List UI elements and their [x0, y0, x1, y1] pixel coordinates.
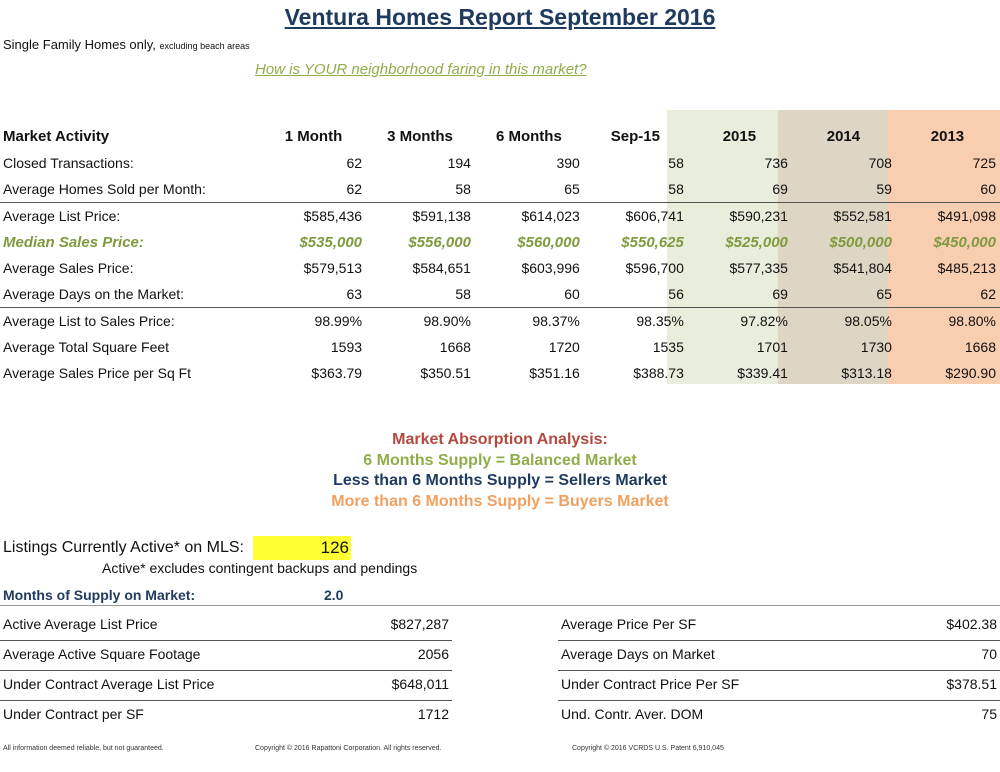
stat-left-row — [0, 700, 452, 730]
row-value: $603,996 — [521, 260, 580, 276]
row-value: $596,700 — [625, 260, 684, 276]
absorption-title: Market Absorption Analysis: — [392, 431, 608, 448]
row-label: Average Sales Price: — [3, 260, 134, 276]
row-value: $585,436 — [303, 208, 363, 224]
absorption-sellers: Less than 6 Months Supply = Sellers Market — [333, 472, 667, 489]
row-value: 65 — [475, 176, 584, 203]
table-row — [0, 229, 1000, 255]
row-value: 98.80% — [948, 313, 996, 329]
row-value: 98.37% — [532, 313, 580, 329]
stat-value: 1712 — [417, 706, 449, 722]
subtitle-main: Single Family Homes only, — [3, 37, 156, 52]
divider — [0, 605, 1000, 606]
row-value: 708 — [868, 155, 892, 171]
footer-copyright-vcrds: Copyright © 2016 VCRDS U.S. Patent 6,910,045 — [572, 745, 724, 752]
row-value: $579,513 — [303, 260, 363, 276]
stat-right-row — [558, 610, 1000, 641]
row-value: 1593 — [330, 339, 363, 355]
neighborhood-question: How is YOUR neighborhood faring in this market? — [255, 61, 587, 78]
row-value: 1535 — [652, 339, 684, 355]
row-value: $351.16 — [529, 365, 580, 381]
row-label: Average Homes Sold per Month: — [0, 176, 262, 203]
row-value: 1720 — [548, 339, 580, 355]
table-header-row — [0, 122, 1000, 150]
row-value: $552,581 — [833, 208, 892, 224]
row-value: $590,231 — [729, 208, 788, 224]
row-value: $388.73 — [633, 365, 684, 381]
row-value: 59 — [792, 176, 896, 203]
stat-value: $378.51 — [946, 676, 997, 692]
stat-value: $402.38 — [946, 616, 997, 632]
row-value: 56 — [584, 281, 688, 308]
header-3-months: 3 Months — [387, 127, 453, 145]
row-value: 69 — [688, 176, 792, 203]
stat-left-row — [0, 670, 452, 701]
table-row — [0, 334, 1000, 360]
row-value: 65 — [792, 281, 896, 308]
footer-disclaimer: All information deemed reliable, but not guaranteed. — [3, 745, 164, 752]
stat-value: $827,287 — [390, 616, 449, 632]
row-label: Median Sales Price: — [3, 233, 144, 251]
row-value: 58 — [584, 176, 688, 203]
row-value: 736 — [764, 155, 788, 171]
row-value: $535,000 — [299, 233, 363, 251]
stat-label: Average Active Square Footage — [3, 646, 201, 662]
row-value: $290.90 — [945, 365, 996, 381]
table-row — [0, 281, 1000, 308]
row-value: 62 — [896, 281, 1000, 308]
row-value: 58 — [366, 281, 475, 308]
stat-value: 2056 — [417, 646, 449, 662]
row-value: 97.82% — [740, 313, 788, 329]
header-sep-15: Sep-15 — [610, 127, 660, 145]
row-value: 58 — [668, 155, 684, 171]
table-row — [0, 150, 1000, 176]
stat-right-row — [558, 700, 1000, 730]
table-row — [0, 308, 1000, 335]
row-value: 63 — [262, 281, 366, 308]
stat-label: Active Average List Price — [3, 616, 158, 632]
header-6-months: 6 Months — [495, 127, 562, 145]
row-value: 1701 — [756, 339, 788, 355]
row-value: 1668 — [964, 339, 996, 355]
stat-value: 70 — [981, 646, 997, 662]
row-value: 60 — [896, 176, 1000, 203]
row-value: $339.41 — [737, 365, 788, 381]
header-2013: 2013 — [930, 127, 965, 145]
header-1-month: 1 Month — [284, 127, 343, 145]
row-value: $313.18 — [841, 365, 892, 381]
subtitle-small: excluding beach areas — [159, 41, 250, 51]
row-value: 98.35% — [636, 313, 684, 329]
stat-label: Average Price Per SF — [561, 616, 697, 632]
row-value: 62 — [346, 155, 363, 171]
row-value: 60 — [475, 281, 584, 308]
stat-label: Under Contract per SF — [3, 706, 144, 722]
row-value: 1730 — [860, 339, 892, 355]
months-supply-value: 2.0 — [324, 587, 344, 603]
listings-active-label: Listings Currently Active* on MLS: — [3, 539, 244, 556]
table-row — [0, 360, 1000, 386]
table-row — [0, 255, 1000, 281]
row-value: 58 — [366, 176, 475, 203]
row-value: 1668 — [439, 339, 471, 355]
stat-value: $648,011 — [391, 676, 449, 692]
row-value: $541,804 — [833, 260, 892, 276]
row-value: $614,023 — [521, 208, 580, 224]
market-activity-table — [0, 122, 1000, 386]
report-subtitle — [3, 37, 250, 52]
row-label: Average List to Sales Price: — [3, 313, 175, 329]
row-value: $525,000 — [725, 233, 788, 251]
active-note: Active* excludes contingent backups and pendings — [102, 560, 418, 576]
row-value: 69 — [688, 281, 792, 308]
stat-left-row — [0, 640, 452, 671]
months-supply-label: Months of Supply on Market: — [3, 587, 196, 603]
stat-right-row — [558, 670, 1000, 701]
row-value: $556,000 — [408, 233, 471, 251]
table-row — [0, 203, 1000, 230]
row-value: $591,138 — [412, 208, 471, 224]
row-value: $363.79 — [311, 365, 363, 381]
row-value: $450,000 — [933, 233, 996, 251]
row-value: 98.90% — [423, 313, 471, 329]
table-row — [0, 176, 1000, 203]
listings-active-value — [253, 536, 351, 560]
stat-label: Und. Contr. Aver. DOM — [561, 706, 704, 722]
header-market-activity: Market Activity — [3, 127, 110, 145]
absorption-balanced: 6 Months Supply = Balanced Market — [363, 451, 637, 469]
stat-label: Under Contract Price Per SF — [561, 676, 740, 692]
row-value: $550,625 — [621, 233, 684, 251]
row-label: Average List Price: — [3, 208, 121, 224]
stat-label: Average Days on Market — [561, 646, 715, 662]
row-value: $577,335 — [729, 260, 788, 276]
row-value: $350.51 — [420, 365, 471, 381]
row-label: Average Total Square Feet — [3, 339, 170, 355]
row-value: 62 — [262, 176, 366, 203]
stat-value: 75 — [981, 706, 997, 722]
absorption-analysis — [0, 430, 1000, 512]
row-value: 194 — [447, 155, 471, 171]
listings-active-number: 126 — [320, 538, 349, 557]
row-value: $485,213 — [937, 260, 996, 276]
row-value: $584,651 — [412, 260, 471, 276]
row-value: $491,098 — [937, 208, 996, 224]
header-2015: 2015 — [722, 127, 757, 145]
row-label: Average Days on the Market: — [0, 281, 262, 308]
row-value: $500,000 — [829, 233, 892, 251]
row-value: $560,000 — [517, 233, 580, 251]
row-value: 390 — [556, 155, 580, 171]
row-value: $606,741 — [625, 208, 684, 224]
report-title: Ventura Homes Report September 2016 — [284, 4, 716, 30]
row-value: 98.99% — [314, 313, 363, 329]
footer-copyright-rapattoni: Copyright © 2016 Rapattoni Corporation. All rights reserved. — [255, 745, 442, 752]
row-label: Average Sales Price per Sq Ft — [3, 365, 192, 381]
row-value: 725 — [972, 155, 996, 171]
stat-label: Under Contract Average List Price — [3, 676, 215, 692]
absorption-buyers: More than 6 Months Supply = Buyers Market — [331, 492, 669, 510]
stat-left-row — [0, 610, 452, 641]
header-2014: 2014 — [826, 127, 861, 145]
row-value: 98.05% — [844, 313, 892, 329]
stat-right-row — [558, 640, 1000, 671]
row-label: Closed Transactions: — [3, 155, 134, 171]
